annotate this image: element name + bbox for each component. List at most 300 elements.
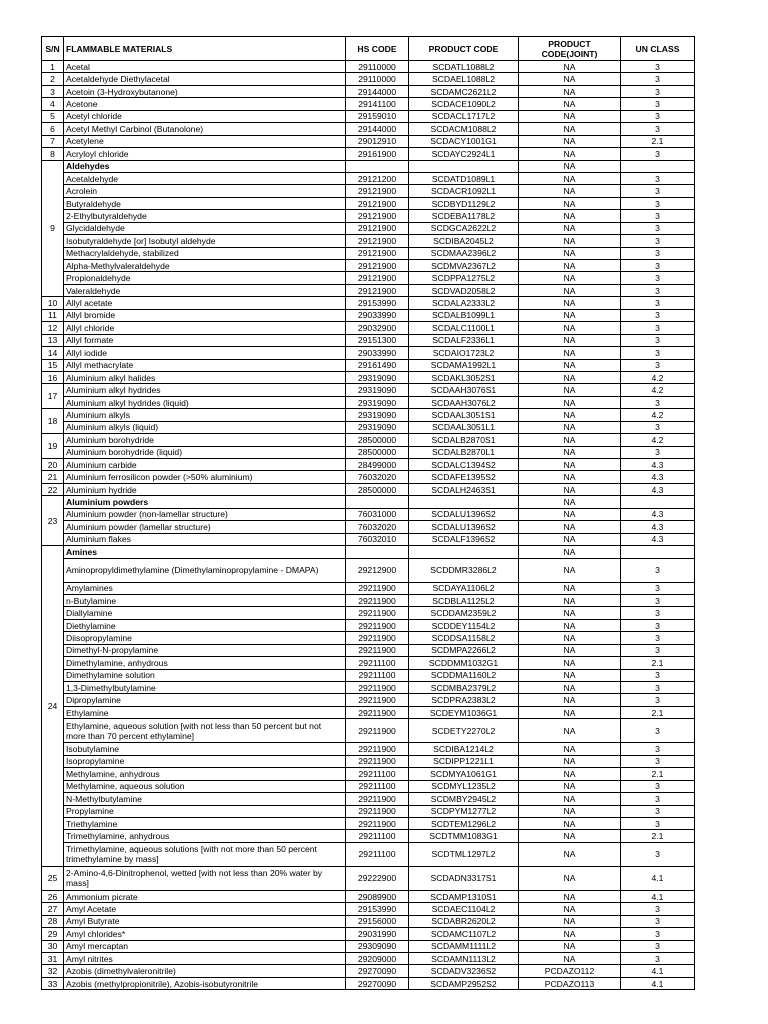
hs-code-cell: 29033990 <box>346 309 409 321</box>
table-row <box>42 322 695 334</box>
table-row <box>42 533 695 545</box>
hs-code-cell: 29211900 <box>346 694 409 706</box>
product-code-cell: SCDAMC2621L2 <box>409 85 519 97</box>
serial-number-cell: 19 <box>42 434 64 459</box>
table-row <box>42 272 695 284</box>
product-code-joint-cell: NA <box>519 210 621 222</box>
product-code-cell: SCDACY1001G1 <box>409 135 519 147</box>
un-class-cell: 4.2 <box>621 384 695 396</box>
serial-number-cell: 12 <box>42 322 64 334</box>
hs-code-cell: 29121900 <box>346 284 409 296</box>
product-code-joint-cell: NA <box>519 890 621 902</box>
un-class-cell: 3 <box>621 210 695 222</box>
product-code-cell: SCDMVA2367L2 <box>409 260 519 272</box>
serial-number-cell: 21 <box>42 471 64 483</box>
material-name-cell: Allyl formate <box>64 334 346 346</box>
un-class-cell: 3 <box>621 61 695 73</box>
product-code-cell: SCDALC1394S2 <box>409 459 519 471</box>
material-name-cell: Amyl nitrites <box>64 953 346 965</box>
product-code-cell: SCDALC1100L1 <box>409 322 519 334</box>
hs-code-cell: 29209000 <box>346 953 409 965</box>
product-code-joint-cell: NA <box>519 160 621 172</box>
table-row <box>42 719 695 743</box>
table-row <box>42 85 695 97</box>
table-row <box>42 890 695 902</box>
table-row <box>42 682 695 694</box>
product-code-joint-cell: NA <box>519 805 621 817</box>
table-row <box>42 830 695 842</box>
hs-code-cell: 29121900 <box>346 260 409 272</box>
product-code-joint-cell: NA <box>519 222 621 234</box>
material-name-cell: Ethylamine <box>64 706 346 718</box>
material-name-cell: N-Methylbutylamine <box>64 793 346 805</box>
material-name-cell: Trimethylamine, anhydrous <box>64 830 346 842</box>
serial-number-cell: 26 <box>42 890 64 902</box>
serial-number-cell: 22 <box>42 483 64 495</box>
product-code-joint-cell: NA <box>519 260 621 272</box>
un-class-cell: 3 <box>621 73 695 85</box>
product-code-cell: SCDPPA1275L2 <box>409 272 519 284</box>
product-code-joint-cell: NA <box>519 483 621 495</box>
product-code-cell: SCDAKL3052S1 <box>409 371 519 383</box>
product-code-joint-cell: NA <box>519 284 621 296</box>
product-code-joint-cell: NA <box>519 582 621 594</box>
hs-code-cell: 29161490 <box>346 359 409 371</box>
un-class-cell: 3 <box>621 197 695 209</box>
table-row <box>42 743 695 755</box>
hs-code-cell: 29211900 <box>346 755 409 767</box>
hs-code-cell: 29211900 <box>346 644 409 656</box>
un-class-cell: 4.3 <box>621 508 695 520</box>
table-row <box>42 619 695 631</box>
un-class-cell: 3 <box>621 347 695 359</box>
serial-number-cell: 23 <box>42 496 64 546</box>
table-row <box>42 768 695 780</box>
table-row <box>42 607 695 619</box>
hs-code-cell: 29211100 <box>346 669 409 681</box>
product-code-joint-cell: NA <box>519 830 621 842</box>
material-name-cell: Diisopropylamine <box>64 632 346 644</box>
product-code-cell <box>409 546 519 558</box>
hs-code-cell: 29211100 <box>346 830 409 842</box>
product-code-cell: SCDAMC1107L2 <box>409 928 519 940</box>
product-code-cell: SCDACM1088L2 <box>409 123 519 135</box>
hs-code-cell: 29211100 <box>346 842 409 866</box>
hs-code-cell: 29032900 <box>346 322 409 334</box>
table-row <box>42 805 695 817</box>
material-name-cell: Amyl Acetate <box>64 903 346 915</box>
serial-number-cell: 25 <box>42 866 64 890</box>
un-class-cell <box>621 496 695 508</box>
hs-code-cell: 29121900 <box>346 235 409 247</box>
hs-code-cell: 29319090 <box>346 409 409 421</box>
hs-code-cell: 29211900 <box>346 817 409 829</box>
table-row <box>42 260 695 272</box>
un-class-cell: 3 <box>621 272 695 284</box>
table-row <box>42 359 695 371</box>
hs-code-cell: 29121900 <box>346 197 409 209</box>
product-code-joint-cell: NA <box>519 235 621 247</box>
table-row <box>42 98 695 110</box>
serial-number-cell: 13 <box>42 334 64 346</box>
serial-number-cell: 29 <box>42 928 64 940</box>
material-name-cell: Acetone <box>64 98 346 110</box>
product-code-joint-cell: NA <box>519 98 621 110</box>
serial-number-cell: 20 <box>42 459 64 471</box>
serial-number-cell: 14 <box>42 347 64 359</box>
material-name-cell: Methylamine, aqueous solution <box>64 780 346 792</box>
material-name-cell: Allyl acetate <box>64 297 346 309</box>
material-name-cell: Aluminium ferrosilicon powder (>50% aluminium) <box>64 471 346 483</box>
material-name-cell: Ethylamine, aqueous solution [with not less than 50 percent but not more than 70 percent ethylamine] <box>64 719 346 743</box>
serial-number-cell: 10 <box>42 297 64 309</box>
serial-number-cell: 27 <box>42 903 64 915</box>
hs-code-cell: 29211100 <box>346 657 409 669</box>
header-sn: S/N <box>42 37 64 61</box>
un-class-cell: 3 <box>621 719 695 743</box>
un-class-cell: 3 <box>621 669 695 681</box>
hs-code-cell: 29144000 <box>346 85 409 97</box>
hs-code-cell: 28500000 <box>346 483 409 495</box>
un-class-cell: 3 <box>621 582 695 594</box>
product-code-cell: SCDMBY2945L2 <box>409 793 519 805</box>
hs-code-cell: 29012910 <box>346 135 409 147</box>
product-code-cell: SCDALF2336L1 <box>409 334 519 346</box>
table-row <box>42 817 695 829</box>
product-code-joint-cell: NA <box>519 496 621 508</box>
table-row <box>42 73 695 85</box>
material-name-cell: Aluminium borohydride (liquid) <box>64 446 346 458</box>
product-code-joint-cell: NA <box>519 940 621 952</box>
table-row <box>42 135 695 147</box>
un-class-cell: 3 <box>621 123 695 135</box>
hs-code-cell: 76032010 <box>346 533 409 545</box>
table-row <box>42 197 695 209</box>
product-code-cell: SCDIBA1214L2 <box>409 743 519 755</box>
hs-code-cell: 28500000 <box>346 446 409 458</box>
product-code-cell: SCDAEL1088L2 <box>409 73 519 85</box>
un-class-cell: 4.3 <box>621 521 695 533</box>
material-name-cell: Allyl methacrylate <box>64 359 346 371</box>
product-code-cell: SCDALU1396S2 <box>409 508 519 520</box>
product-code-joint-cell: NA <box>519 73 621 85</box>
hs-code-cell: 29089900 <box>346 890 409 902</box>
hs-code-cell: 28500000 <box>346 434 409 446</box>
product-code-joint-cell: NA <box>519 793 621 805</box>
material-name-cell: Acetyl Methyl Carbinol (Butanolone) <box>64 123 346 135</box>
product-code-cell: SCDTEM1296L2 <box>409 817 519 829</box>
product-code-joint-cell: NA <box>519 903 621 915</box>
product-code-joint-cell: NA <box>519 682 621 694</box>
un-class-cell: 4.3 <box>621 483 695 495</box>
table-row <box>42 148 695 160</box>
un-class-cell: 4.2 <box>621 434 695 446</box>
hs-code-cell: 29270090 <box>346 977 409 989</box>
material-name-cell: Aluminium alkyl halides <box>64 371 346 383</box>
serial-number-cell: 6 <box>42 123 64 135</box>
table-row <box>42 940 695 952</box>
un-class-cell: 4.3 <box>621 471 695 483</box>
product-code-cell: SCDACL1717L2 <box>409 110 519 122</box>
product-code-cell: SCDALF1396S2 <box>409 533 519 545</box>
un-class-cell: 3 <box>621 755 695 767</box>
material-name-cell: Diethylamine <box>64 619 346 631</box>
hs-code-cell: 29110000 <box>346 73 409 85</box>
group-header-row <box>42 160 695 172</box>
serial-number-cell: 28 <box>42 915 64 927</box>
un-class-cell: 3 <box>621 260 695 272</box>
hs-code-cell: 29211900 <box>346 719 409 743</box>
product-code-cell: SCDDAM2359L2 <box>409 607 519 619</box>
material-name-cell: Azobis (dimethylvaleronitrile) <box>64 965 346 977</box>
table-row <box>42 384 695 396</box>
product-code-cell: SCDDSA1158L2 <box>409 632 519 644</box>
product-code-joint-cell: PCDAZO113 <box>519 977 621 989</box>
un-class-cell: 3 <box>621 110 695 122</box>
un-class-cell: 3 <box>621 793 695 805</box>
hs-code-cell: 29211900 <box>346 793 409 805</box>
serial-number-cell: 1 <box>42 61 64 73</box>
product-code-joint-cell: NA <box>519 669 621 681</box>
product-code-cell: SCDALH2463S1 <box>409 483 519 495</box>
un-class-cell: 3 <box>621 928 695 940</box>
material-name-cell: Aluminium powder (lamellar structure) <box>64 521 346 533</box>
product-code-joint-cell: NA <box>519 780 621 792</box>
un-class-cell: 3 <box>621 817 695 829</box>
hs-code-cell: 29211900 <box>346 682 409 694</box>
table-row <box>42 61 695 73</box>
serial-number-cell: 32 <box>42 965 64 977</box>
product-code-joint-cell: NA <box>519 842 621 866</box>
product-code-cell <box>409 160 519 172</box>
un-class-cell: 3 <box>621 940 695 952</box>
product-code-joint-cell: NA <box>519 558 621 582</box>
product-code-cell: SCDAMA1992L1 <box>409 359 519 371</box>
hs-code-cell: 29211900 <box>346 619 409 631</box>
serial-number-cell: 5 <box>42 110 64 122</box>
product-code-joint-cell: NA <box>519 272 621 284</box>
product-code-joint-cell: NA <box>519 61 621 73</box>
un-class-cell: 3 <box>621 98 695 110</box>
material-name-cell: Amyl mercaptan <box>64 940 346 952</box>
product-code-cell: SCDAMP1310S1 <box>409 890 519 902</box>
serial-number-cell: 3 <box>42 85 64 97</box>
hs-code-cell: 29121900 <box>346 247 409 259</box>
table-row <box>42 866 695 890</box>
product-code-joint-cell: NA <box>519 866 621 890</box>
serial-number-cell: 7 <box>42 135 64 147</box>
un-class-cell: 3 <box>621 359 695 371</box>
product-code-joint-cell: NA <box>519 334 621 346</box>
material-name-cell: Allyl bromide <box>64 309 346 321</box>
serial-number-cell: 30 <box>42 940 64 952</box>
hs-code-cell: 29121900 <box>346 210 409 222</box>
product-code-joint-cell: NA <box>519 172 621 184</box>
material-name-cell: Amylamines <box>64 582 346 594</box>
serial-number-cell: 15 <box>42 359 64 371</box>
product-code-cell: SCDABR2620L2 <box>409 915 519 927</box>
product-code-cell: SCDMAA2396L2 <box>409 247 519 259</box>
product-code-joint-cell: NA <box>519 817 621 829</box>
material-name-cell: Ammonium picrate <box>64 890 346 902</box>
table-row <box>42 446 695 458</box>
table-row <box>42 471 695 483</box>
table-row <box>42 669 695 681</box>
product-code-cell: SCDMBA2379L2 <box>409 682 519 694</box>
table-row <box>42 222 695 234</box>
un-class-cell: 3 <box>621 805 695 817</box>
product-code-cell: SCDATL1088L2 <box>409 61 519 73</box>
material-name-cell: Methylamine, anhydrous <box>64 768 346 780</box>
un-class-cell: 2.1 <box>621 706 695 718</box>
un-class-cell: 4.3 <box>621 459 695 471</box>
hs-code-cell: 29211900 <box>346 582 409 594</box>
hs-code-cell: 29211900 <box>346 607 409 619</box>
un-class-cell: 3 <box>621 172 695 184</box>
hs-code-cell: 76031000 <box>346 508 409 520</box>
material-name-cell: Acrolein <box>64 185 346 197</box>
table-row <box>42 396 695 408</box>
hs-code-cell: 29153990 <box>346 903 409 915</box>
hs-code-cell: 29309090 <box>346 940 409 952</box>
hs-code-cell: 29211100 <box>346 780 409 792</box>
product-code-joint-cell: NA <box>519 297 621 309</box>
product-code-cell: SCDACR1092L1 <box>409 185 519 197</box>
material-name-cell: Allyl iodide <box>64 347 346 359</box>
serial-number-cell: 24 <box>42 546 64 867</box>
un-class-cell: 2.1 <box>621 135 695 147</box>
hs-code-cell: 29110000 <box>346 61 409 73</box>
table-row <box>42 235 695 247</box>
hs-code-cell <box>346 160 409 172</box>
product-code-joint-cell: NA <box>519 755 621 767</box>
hs-code-cell: 29319090 <box>346 384 409 396</box>
material-name-cell: Aldehydes <box>64 160 346 172</box>
hs-code-cell: 28499000 <box>346 459 409 471</box>
hs-code-cell: 29153990 <box>346 297 409 309</box>
product-code-cell: SCDAAL3051L1 <box>409 421 519 433</box>
product-code-cell: SCDGCA2622L2 <box>409 222 519 234</box>
hs-code-cell: 29144000 <box>346 123 409 135</box>
material-name-cell: Aluminium powder (non-lamellar structure) <box>64 508 346 520</box>
material-name-cell: Acryloyl chloride <box>64 148 346 160</box>
product-code-joint-cell: NA <box>519 546 621 558</box>
product-code-joint-cell: NA <box>519 135 621 147</box>
un-class-cell: 3 <box>621 915 695 927</box>
un-class-cell: 4.1 <box>621 977 695 989</box>
product-code-joint-cell: PCDAZO112 <box>519 965 621 977</box>
table-row <box>42 371 695 383</box>
material-name-cell: Aluminium powders <box>64 496 346 508</box>
table-row <box>42 508 695 520</box>
product-code-joint-cell: NA <box>519 409 621 421</box>
table-row <box>42 558 695 582</box>
un-class-cell: 3 <box>621 235 695 247</box>
product-code-cell: SCDBYD1129L2 <box>409 197 519 209</box>
hs-code-cell: 29211900 <box>346 632 409 644</box>
product-code-cell: SCDBLA1125L2 <box>409 594 519 606</box>
product-code-joint-cell: NA <box>519 396 621 408</box>
product-code-cell: SCDEYM1036G1 <box>409 706 519 718</box>
material-name-cell: Trimethylamine, aqueous solutions [with not more than 50 percent trimethylamine by mass] <box>64 842 346 866</box>
hs-code-cell: 29212900 <box>346 558 409 582</box>
serial-number-cell: 4 <box>42 98 64 110</box>
product-code-joint-cell: NA <box>519 371 621 383</box>
material-name-cell: 1,3-Dimethylbutylamine <box>64 682 346 694</box>
table-row <box>42 594 695 606</box>
un-class-cell: 3 <box>621 396 695 408</box>
material-name-cell: Acetal <box>64 61 346 73</box>
un-class-cell: 2.1 <box>621 768 695 780</box>
material-name-cell: Butyraldehyde <box>64 197 346 209</box>
product-code-joint-cell: NA <box>519 508 621 520</box>
table-row <box>42 284 695 296</box>
table-row <box>42 309 695 321</box>
flammable-materials-table <box>41 36 695 990</box>
un-class-cell: 2.1 <box>621 657 695 669</box>
hs-code-cell: 29159010 <box>346 110 409 122</box>
table-row <box>42 334 695 346</box>
un-class-cell: 3 <box>621 322 695 334</box>
header-hs-code: HS CODE <box>346 37 409 61</box>
table-row <box>42 123 695 135</box>
product-code-joint-cell: NA <box>519 322 621 334</box>
product-code-joint-cell: NA <box>519 706 621 718</box>
un-class-cell: 3 <box>621 85 695 97</box>
material-name-cell: Aluminium alkyl hydrides (liquid) <box>64 396 346 408</box>
product-code-joint-cell: NA <box>519 446 621 458</box>
hs-code-cell: 29121900 <box>346 272 409 284</box>
material-name-cell: Aluminium hydride <box>64 483 346 495</box>
product-code-cell: SCDALB2870L1 <box>409 446 519 458</box>
hs-code-cell: 29161900 <box>346 148 409 160</box>
un-class-cell: 3 <box>621 334 695 346</box>
product-code-cell: SCDETY2270L2 <box>409 719 519 743</box>
material-name-cell: Propylamine <box>64 805 346 817</box>
product-code-joint-cell: NA <box>519 434 621 446</box>
table-row <box>42 928 695 940</box>
material-name-cell: 2-Amino-4,6-Dinitrophenol, wetted [with not less than 20% water by mass] <box>64 866 346 890</box>
hs-code-cell: 29211900 <box>346 805 409 817</box>
product-code-joint-cell: NA <box>519 607 621 619</box>
product-code-cell: SCDDMR3286L2 <box>409 558 519 582</box>
table-body <box>42 61 695 990</box>
table-row <box>42 210 695 222</box>
table-header <box>42 37 695 61</box>
product-code-joint-cell: NA <box>519 619 621 631</box>
un-class-cell: 3 <box>621 222 695 234</box>
table-row <box>42 903 695 915</box>
un-class-cell: 4.1 <box>621 866 695 890</box>
product-code-cell: SCDDEY1154L2 <box>409 619 519 631</box>
serial-number-cell: 31 <box>42 953 64 965</box>
product-code-cell: SCDMYA1061G1 <box>409 768 519 780</box>
material-name-cell: Acetaldehyde Diethylacetal <box>64 73 346 85</box>
un-class-cell: 3 <box>621 644 695 656</box>
product-code-joint-cell: NA <box>519 359 621 371</box>
hs-code-cell: 29121900 <box>346 185 409 197</box>
product-code-cell: SCDTMM1083G1 <box>409 830 519 842</box>
un-class-cell: 3 <box>621 743 695 755</box>
un-class-cell: 3 <box>621 903 695 915</box>
product-code-cell: SCDVAD2058L2 <box>409 284 519 296</box>
product-code-cell: SCDDMA1160L2 <box>409 669 519 681</box>
hs-code-cell: 29211900 <box>346 743 409 755</box>
material-name-cell: Propionaldehyde <box>64 272 346 284</box>
hs-code-cell: 29151300 <box>346 334 409 346</box>
product-code-cell: SCDALB2870S1 <box>409 434 519 446</box>
table-row <box>42 247 695 259</box>
